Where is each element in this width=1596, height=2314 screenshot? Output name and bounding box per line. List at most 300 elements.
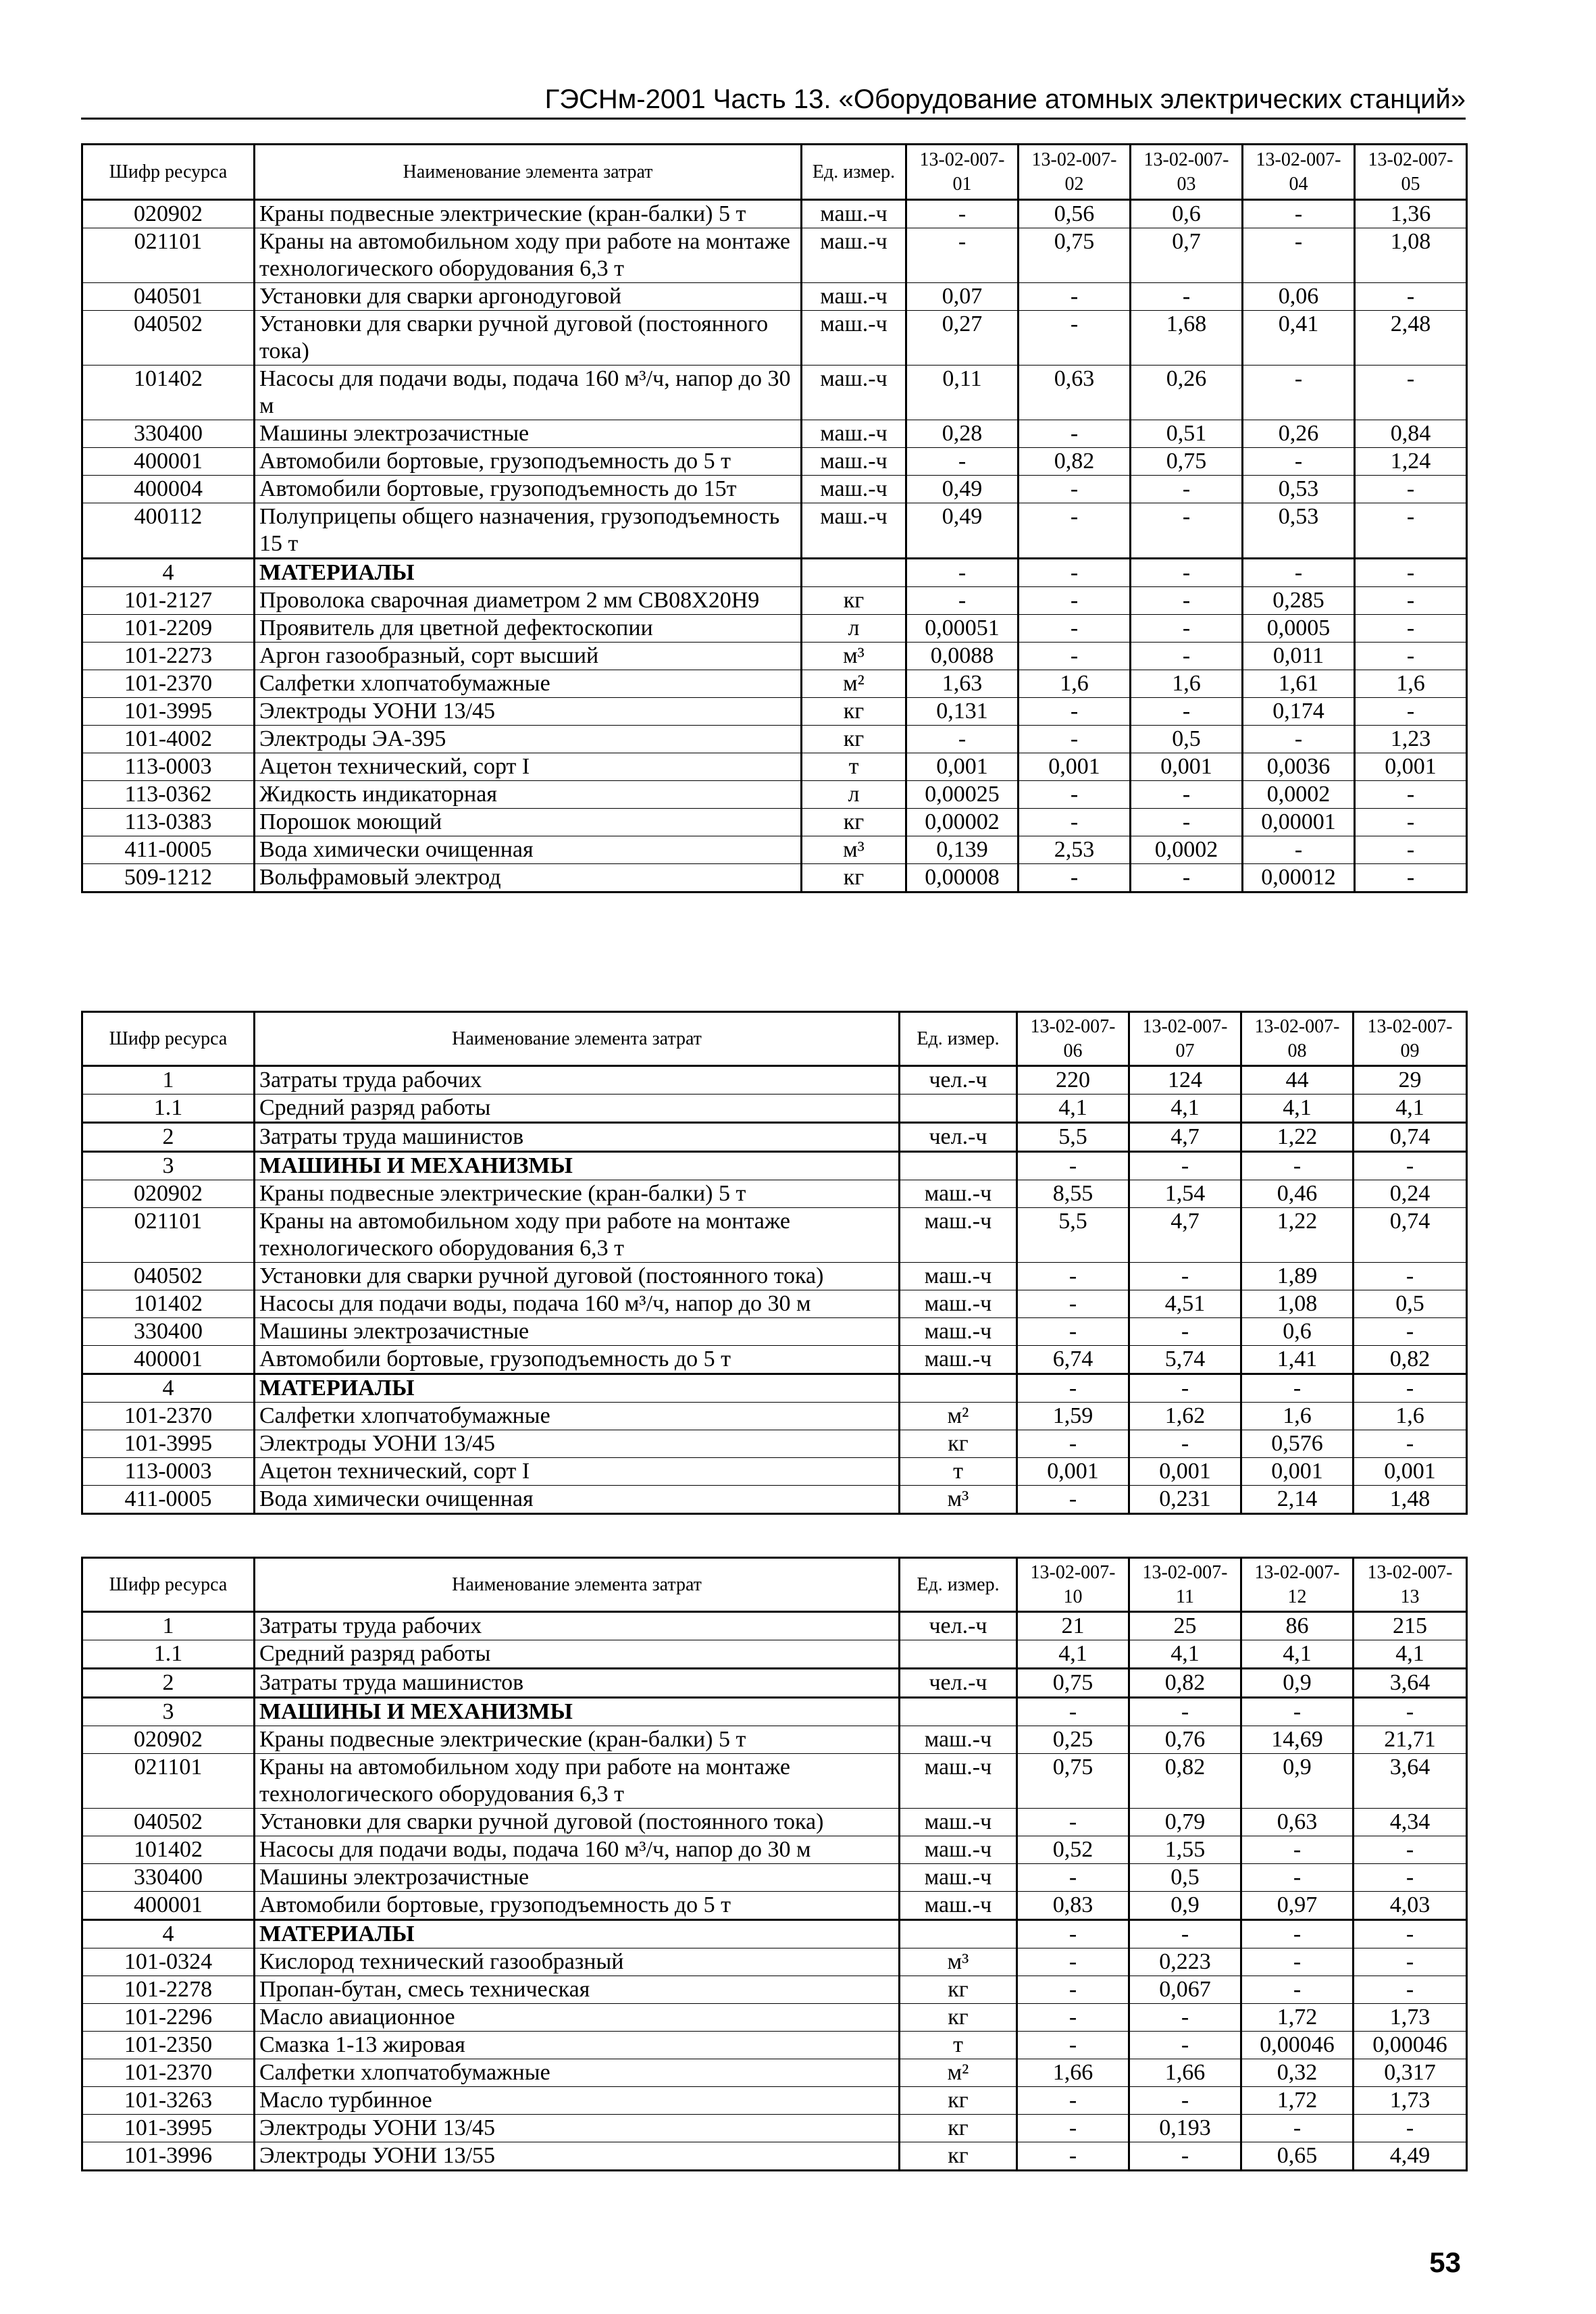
- col-header-code: Шифр ресурса: [82, 1558, 255, 1612]
- table-row: [82, 809, 1467, 836]
- table-row: [82, 476, 1467, 503]
- cell-value: 0,82: [1019, 448, 1131, 476]
- cell-value: 3,64: [1354, 1669, 1467, 1698]
- cell-value: -: [1019, 559, 1131, 587]
- cell-value: 0,131: [906, 698, 1019, 726]
- page-number: 53: [1429, 2246, 1461, 2278]
- cell-unit: маш.-ч: [802, 200, 906, 228]
- cell-value: 0,001: [1354, 1458, 1467, 1486]
- cell-value: -: [1017, 2087, 1129, 2115]
- cell-resource-name: Проволока сварочная диаметром 2 мм СВ08Х20Н9: [255, 587, 802, 615]
- cell-resource-name: Масло авиационное: [255, 2004, 900, 2032]
- cell-unit: т: [900, 2032, 1017, 2059]
- cell-value: -: [1131, 615, 1243, 643]
- cell-value: 1,6: [1131, 670, 1243, 698]
- table-row: [82, 366, 1467, 420]
- cell-resource-code: 3: [82, 1152, 255, 1180]
- cell-unit: маш.-ч: [802, 283, 906, 311]
- cell-value: -: [1355, 698, 1467, 726]
- cell-resource-name: Насосы для подачи воды, подача 160 м³/ч, напор до 30 м: [255, 1290, 900, 1318]
- cell-value: 4,1: [1354, 1095, 1467, 1123]
- table-row: [82, 1754, 1467, 1809]
- cell-value: -: [1354, 1263, 1467, 1290]
- cell-value: -: [1243, 559, 1355, 587]
- cell-resource-code: 4: [82, 559, 255, 587]
- table-row: [82, 2004, 1467, 2032]
- cell-value: 4,7: [1129, 1208, 1241, 1263]
- cell-unit: маш.-ч: [900, 1809, 1017, 1836]
- cell-value: -: [1129, 1152, 1241, 1180]
- cell-resource-name: Автомобили бортовые, грузоподъемность до 15т: [255, 476, 802, 503]
- table-row: [82, 836, 1467, 864]
- cell-value: 3,64: [1354, 1754, 1467, 1809]
- cell-value: 0,001: [1017, 1458, 1129, 1486]
- cell-value: 29: [1354, 1066, 1467, 1095]
- cell-value: 0,82: [1129, 1754, 1241, 1809]
- cell-value: 1,48: [1354, 1486, 1467, 1514]
- cell-value: 86: [1241, 1612, 1354, 1640]
- cell-value: 0,46: [1241, 1180, 1354, 1208]
- cell-value: -: [906, 200, 1019, 228]
- cell-value: -: [1129, 2142, 1241, 2171]
- cell-value: 0,63: [1241, 1809, 1354, 1836]
- cell-resource-code: 020902: [82, 1180, 255, 1208]
- cell-value: -: [1019, 809, 1131, 836]
- cell-resource-name: Электроды УОНИ 13/45: [255, 1430, 900, 1458]
- col-header-norm: 13-02-007-12: [1241, 1558, 1354, 1612]
- cell-unit: кг: [900, 2115, 1017, 2142]
- cell-value: -: [1131, 283, 1243, 311]
- cell-value: 0,223: [1129, 1948, 1241, 1976]
- cell-resource-name: Салфетки хлопчатобумажные: [255, 2059, 900, 2087]
- cell-value: 4,49: [1354, 2142, 1467, 2171]
- cell-value: -: [1354, 1698, 1467, 1726]
- cell-value: -: [1017, 2142, 1129, 2171]
- cell-value: -: [1017, 1263, 1129, 1290]
- resource-table-1: [81, 143, 1468, 893]
- cell-resource-code: 400001: [82, 1346, 255, 1374]
- cell-value: -: [1355, 809, 1467, 836]
- col-header-norm: 13-02-007-11: [1129, 1558, 1241, 1612]
- cell-resource-code: 101-2350: [82, 2032, 255, 2059]
- col-header-norm: 13-02-007-05: [1355, 145, 1467, 200]
- cell-unit: маш.-ч: [802, 420, 906, 448]
- cell-value: -: [1355, 836, 1467, 864]
- cell-value: 220: [1017, 1066, 1129, 1095]
- table-row: [82, 1403, 1467, 1430]
- cell-unit: [900, 1095, 1017, 1123]
- table-row: [82, 1290, 1467, 1318]
- cell-unit: маш.-ч: [900, 1892, 1017, 1920]
- cell-value: 1,63: [906, 670, 1019, 698]
- cell-value: -: [1243, 228, 1355, 283]
- table-row: [82, 1066, 1467, 1095]
- cell-resource-name: МАТЕРИАЛЫ: [255, 559, 802, 587]
- cell-value: 0,75: [1019, 228, 1131, 283]
- cell-unit: кг: [900, 2142, 1017, 2171]
- cell-resource-code: 113-0003: [82, 1458, 255, 1486]
- cell-value: 4,34: [1354, 1809, 1467, 1836]
- cell-value: -: [1019, 283, 1131, 311]
- cell-value: -: [1355, 559, 1467, 587]
- cell-resource-name: Проявитель для цветной дефектоскопии: [255, 615, 802, 643]
- cell-value: -: [1129, 1318, 1241, 1346]
- cell-resource-name: Машины электрозачистные: [255, 420, 802, 448]
- cell-resource-code: 113-0003: [82, 753, 255, 781]
- cell-resource-code: 101-2370: [82, 670, 255, 698]
- cell-value: 1,89: [1241, 1263, 1354, 1290]
- cell-value: 0,5: [1129, 1864, 1241, 1892]
- cell-value: -: [1131, 864, 1243, 892]
- cell-value: 0,317: [1354, 2059, 1467, 2087]
- col-header-unit: Ед. измер.: [802, 145, 906, 200]
- cell-value: -: [1129, 1374, 1241, 1403]
- cell-value: 0,75: [1017, 1754, 1129, 1809]
- cell-value: -: [1131, 559, 1243, 587]
- cell-resource-code: 020902: [82, 200, 255, 228]
- cell-value: -: [1129, 2032, 1241, 2059]
- cell-value: 1,55: [1129, 1836, 1241, 1864]
- cell-resource-code: 509-1212: [82, 864, 255, 892]
- cell-resource-name: Вольфрамовый электрод: [255, 864, 802, 892]
- cell-resource-code: 101402: [82, 1290, 255, 1318]
- cell-value: 0,32: [1241, 2059, 1354, 2087]
- cell-value: -: [1354, 1430, 1467, 1458]
- cell-value: 44: [1241, 1066, 1354, 1095]
- cell-resource-code: 040502: [82, 311, 255, 366]
- cell-value: 1,08: [1355, 228, 1467, 283]
- cell-value: -: [1241, 1374, 1354, 1403]
- cell-value: 1,61: [1243, 670, 1355, 698]
- cell-value: 0,001: [1355, 753, 1467, 781]
- cell-value: -: [1241, 1864, 1354, 1892]
- table-row: [82, 1864, 1467, 1892]
- cell-value: -: [1017, 1430, 1129, 1458]
- table-row: [82, 448, 1467, 476]
- table-row: [82, 1374, 1467, 1403]
- cell-value: 0,53: [1243, 503, 1355, 559]
- cell-value: 2,53: [1019, 836, 1131, 864]
- cell-resource-name: Вода химически очищенная: [255, 836, 802, 864]
- cell-value: 4,1: [1241, 1095, 1354, 1123]
- cell-value: 0,139: [906, 836, 1019, 864]
- cell-value: 0,00051: [906, 615, 1019, 643]
- cell-resource-name: Масло турбинное: [255, 2087, 900, 2115]
- cell-value: 0,07: [906, 283, 1019, 311]
- cell-value: -: [1019, 781, 1131, 809]
- cell-value: 0,53: [1243, 476, 1355, 503]
- col-header-norm: 13-02-007-04: [1243, 145, 1355, 200]
- cell-resource-code: 330400: [82, 1864, 255, 1892]
- table-row: [82, 1208, 1467, 1263]
- table-row: [82, 1346, 1467, 1374]
- cell-resource-name: Затраты труда рабочих: [255, 1612, 900, 1640]
- cell-value: 0,00008: [906, 864, 1019, 892]
- cell-unit: чел.-ч: [900, 1669, 1017, 1698]
- cell-value: -: [1019, 420, 1131, 448]
- cell-resource-name: Краны на автомобильном ходу при работе на монтаже технологического оборудования 6,3 т: [255, 1754, 900, 1809]
- cell-resource-code: 101-3995: [82, 698, 255, 726]
- cell-unit: кг: [802, 726, 906, 753]
- cell-value: -: [1355, 366, 1467, 420]
- cell-resource-code: 021101: [82, 1754, 255, 1809]
- cell-value: -: [1241, 1920, 1354, 1948]
- cell-value: 0,001: [1131, 753, 1243, 781]
- table-row: [82, 559, 1467, 587]
- cell-resource-name: Автомобили бортовые, грузоподъемность до 5 т: [255, 448, 802, 476]
- cell-value: 1,66: [1129, 2059, 1241, 2087]
- cell-value: -: [1354, 1374, 1467, 1403]
- cell-unit: маш.-ч: [802, 476, 906, 503]
- table-row: [82, 1726, 1467, 1754]
- cell-resource-code: 101402: [82, 366, 255, 420]
- cell-resource-code: 411-0005: [82, 1486, 255, 1514]
- cell-unit: маш.-ч: [900, 1836, 1017, 1864]
- table-row: [82, 420, 1467, 448]
- cell-value: 0,5: [1131, 726, 1243, 753]
- cell-value: -: [1131, 698, 1243, 726]
- cell-value: 0,6: [1131, 200, 1243, 228]
- cell-resource-name: Кислород технический газообразный: [255, 1948, 900, 1976]
- table-row: [82, 1263, 1467, 1290]
- cell-value: 0,9: [1129, 1892, 1241, 1920]
- cell-value: 2,14: [1241, 1486, 1354, 1514]
- cell-value: 0,84: [1355, 420, 1467, 448]
- cell-value: 1,72: [1241, 2087, 1354, 2115]
- cell-value: -: [1243, 726, 1355, 753]
- cell-resource-code: 101402: [82, 1836, 255, 1864]
- cell-value: 0,82: [1354, 1346, 1467, 1374]
- cell-unit: маш.-ч: [900, 1346, 1017, 1374]
- cell-unit: маш.-ч: [802, 228, 906, 283]
- cell-resource-name: Электроды УОНИ 13/45: [255, 698, 802, 726]
- cell-value: 0,5: [1354, 1290, 1467, 1318]
- cell-value: -: [1354, 1976, 1467, 2004]
- cell-value: 0,6: [1241, 1318, 1354, 1346]
- cell-value: 4,1: [1354, 1640, 1467, 1669]
- cell-value: 1,22: [1241, 1208, 1354, 1263]
- cell-value: 0,28: [906, 420, 1019, 448]
- cell-resource-code: 101-2273: [82, 643, 255, 670]
- cell-value: 124: [1129, 1066, 1241, 1095]
- cell-value: 0,0002: [1131, 836, 1243, 864]
- table-row: [82, 2087, 1467, 2115]
- cell-value: -: [1129, 1698, 1241, 1726]
- cell-unit: маш.-ч: [802, 366, 906, 420]
- cell-resource-code: 400112: [82, 503, 255, 559]
- cell-value: 0,00012: [1243, 864, 1355, 892]
- cell-value: 0,001: [1019, 753, 1131, 781]
- cell-value: -: [1243, 200, 1355, 228]
- cell-unit: т: [900, 1458, 1017, 1486]
- table-row: [82, 1486, 1467, 1514]
- cell-value: 4,1: [1017, 1095, 1129, 1123]
- cell-unit: маш.-ч: [802, 503, 906, 559]
- cell-unit: кг: [900, 1430, 1017, 1458]
- cell-unit: [802, 559, 906, 587]
- cell-value: 0,067: [1129, 1976, 1241, 2004]
- cell-value: -: [1355, 503, 1467, 559]
- cell-unit: м³: [900, 1948, 1017, 1976]
- table-row: [82, 1430, 1467, 1458]
- table-row: [82, 615, 1467, 643]
- cell-resource-code: 101-4002: [82, 726, 255, 753]
- cell-value: 0,83: [1017, 1892, 1129, 1920]
- cell-resource-name: МАТЕРИАЛЫ: [255, 1374, 900, 1403]
- cell-value: -: [1019, 643, 1131, 670]
- table-row: [82, 1458, 1467, 1486]
- cell-value: 1,08: [1241, 1290, 1354, 1318]
- cell-value: 0,285: [1243, 587, 1355, 615]
- cell-value: -: [1354, 1864, 1467, 1892]
- cell-value: 0,27: [906, 311, 1019, 366]
- cell-value: 0,56: [1019, 200, 1131, 228]
- cell-value: 0,65: [1241, 2142, 1354, 2171]
- cell-value: -: [1354, 1920, 1467, 1948]
- cell-value: -: [1017, 1374, 1129, 1403]
- cell-value: 0,7: [1131, 228, 1243, 283]
- cell-value: 1,68: [1131, 311, 1243, 366]
- cell-value: 21,71: [1354, 1726, 1467, 1754]
- cell-resource-code: 101-2209: [82, 615, 255, 643]
- table-row: [82, 1920, 1467, 1948]
- cell-resource-name: Ацетон технический, сорт I: [255, 753, 802, 781]
- cell-value: -: [1355, 283, 1467, 311]
- cell-value: 0,011: [1243, 643, 1355, 670]
- cell-resource-code: 021101: [82, 228, 255, 283]
- cell-resource-code: 101-2370: [82, 1403, 255, 1430]
- cell-value: 0,193: [1129, 2115, 1241, 2142]
- table-row: [82, 1640, 1467, 1669]
- cell-value: -: [1131, 809, 1243, 836]
- table-row: [82, 2032, 1467, 2059]
- cell-resource-code: 2: [82, 1669, 255, 1698]
- table-row: [82, 1836, 1467, 1864]
- cell-value: -: [1355, 587, 1467, 615]
- col-header-code: Шифр ресурса: [82, 145, 255, 200]
- cell-value: 0,26: [1131, 366, 1243, 420]
- cell-resource-name: Установки для сварки ручной дуговой (постоянного тока): [255, 1263, 900, 1290]
- cell-value: 1,73: [1354, 2004, 1467, 2032]
- cell-resource-name: Смазка 1-13 жировая: [255, 2032, 900, 2059]
- cell-value: -: [1017, 1152, 1129, 1180]
- table-row: [82, 2142, 1467, 2171]
- cell-value: -: [1354, 1318, 1467, 1346]
- cell-resource-name: Насосы для подачи воды, подача 160 м³/ч, напор до 30 м: [255, 366, 802, 420]
- cell-resource-name: Затраты труда рабочих: [255, 1066, 900, 1095]
- cell-value: 0,52: [1017, 1836, 1129, 1864]
- cell-resource-name: МАШИНЫ И МЕХАНИЗМЫ: [255, 1152, 900, 1180]
- cell-value: 4,51: [1129, 1290, 1241, 1318]
- cell-resource-name: Полуприцепы общего назначения, грузоподъемность 15 т: [255, 503, 802, 559]
- cell-value: 5,5: [1017, 1123, 1129, 1152]
- col-header-norm: 13-02-007-01: [906, 145, 1019, 200]
- cell-unit: маш.-ч: [802, 448, 906, 476]
- cell-resource-code: 330400: [82, 420, 255, 448]
- cell-resource-name: Салфетки хлопчатобумажные: [255, 1403, 900, 1430]
- col-header-norm: 13-02-007-03: [1131, 145, 1243, 200]
- cell-value: -: [906, 448, 1019, 476]
- cell-value: -: [1243, 366, 1355, 420]
- cell-value: -: [1241, 1152, 1354, 1180]
- cell-value: 0,75: [1017, 1669, 1129, 1698]
- cell-value: -: [1017, 1318, 1129, 1346]
- cell-value: -: [906, 228, 1019, 283]
- cell-unit: л: [802, 781, 906, 809]
- cell-value: -: [1241, 1976, 1354, 2004]
- cell-resource-code: 101-3996: [82, 2142, 255, 2171]
- table-header-row: [82, 1012, 1467, 1066]
- cell-value: 25: [1129, 1612, 1241, 1640]
- cell-resource-code: 040502: [82, 1263, 255, 1290]
- cell-resource-name: Ацетон технический, сорт I: [255, 1458, 900, 1486]
- cell-value: 0,74: [1354, 1123, 1467, 1152]
- cell-resource-code: 040502: [82, 1809, 255, 1836]
- cell-resource-name: Установки для сварки аргонодуговой: [255, 283, 802, 311]
- table-row: [82, 1612, 1467, 1640]
- cell-value: 0,97: [1241, 1892, 1354, 1920]
- cell-value: -: [1017, 1290, 1129, 1318]
- cell-unit: маш.-ч: [900, 1318, 1017, 1346]
- cell-value: 0,0002: [1243, 781, 1355, 809]
- cell-value: 4,1: [1129, 1095, 1241, 1123]
- cell-unit: кг: [802, 587, 906, 615]
- cell-value: 5,5: [1017, 1208, 1129, 1263]
- cell-value: -: [1019, 615, 1131, 643]
- cell-value: 1,36: [1355, 200, 1467, 228]
- cell-value: 0,63: [1019, 366, 1131, 420]
- cell-value: 0,00025: [906, 781, 1019, 809]
- cell-unit: м²: [900, 2059, 1017, 2087]
- cell-unit: м²: [900, 1403, 1017, 1430]
- cell-unit: м²: [802, 670, 906, 698]
- cell-value: -: [1129, 2087, 1241, 2115]
- header-rule: [81, 118, 1466, 120]
- cell-value: 14,69: [1241, 1726, 1354, 1754]
- cell-value: -: [1129, 1430, 1241, 1458]
- cell-value: 0,49: [906, 503, 1019, 559]
- cell-value: -: [1241, 2115, 1354, 2142]
- cell-resource-name: МАТЕРИАЛЫ: [255, 1920, 900, 1948]
- cell-value: 5,74: [1129, 1346, 1241, 1374]
- cell-value: 0,00001: [1243, 809, 1355, 836]
- cell-value: 0,00046: [1241, 2032, 1354, 2059]
- cell-value: -: [1243, 448, 1355, 476]
- cell-value: -: [906, 726, 1019, 753]
- cell-resource-code: 330400: [82, 1318, 255, 1346]
- cell-value: 0,41: [1243, 311, 1355, 366]
- cell-value: 0,9: [1241, 1669, 1354, 1698]
- cell-unit: [900, 1640, 1017, 1669]
- cell-value: 0,24: [1354, 1180, 1467, 1208]
- cell-resource-name: Затраты труда машинистов: [255, 1123, 900, 1152]
- cell-value: 1,24: [1355, 448, 1467, 476]
- cell-value: -: [1355, 781, 1467, 809]
- cell-value: 0,76: [1129, 1726, 1241, 1754]
- cell-value: 0,9: [1241, 1754, 1354, 1809]
- cell-value: 0,51: [1131, 420, 1243, 448]
- cell-unit: л: [802, 615, 906, 643]
- table-row: [82, 1123, 1467, 1152]
- cell-value: -: [1354, 1152, 1467, 1180]
- cell-resource-code: 1: [82, 1066, 255, 1095]
- resource-table-3: [81, 1557, 1468, 2171]
- col-header-code: Шифр ресурса: [82, 1012, 255, 1066]
- cell-value: -: [1019, 864, 1131, 892]
- cell-resource-code: 101-2127: [82, 587, 255, 615]
- cell-value: 0,231: [1129, 1486, 1241, 1514]
- cell-unit: м³: [802, 836, 906, 864]
